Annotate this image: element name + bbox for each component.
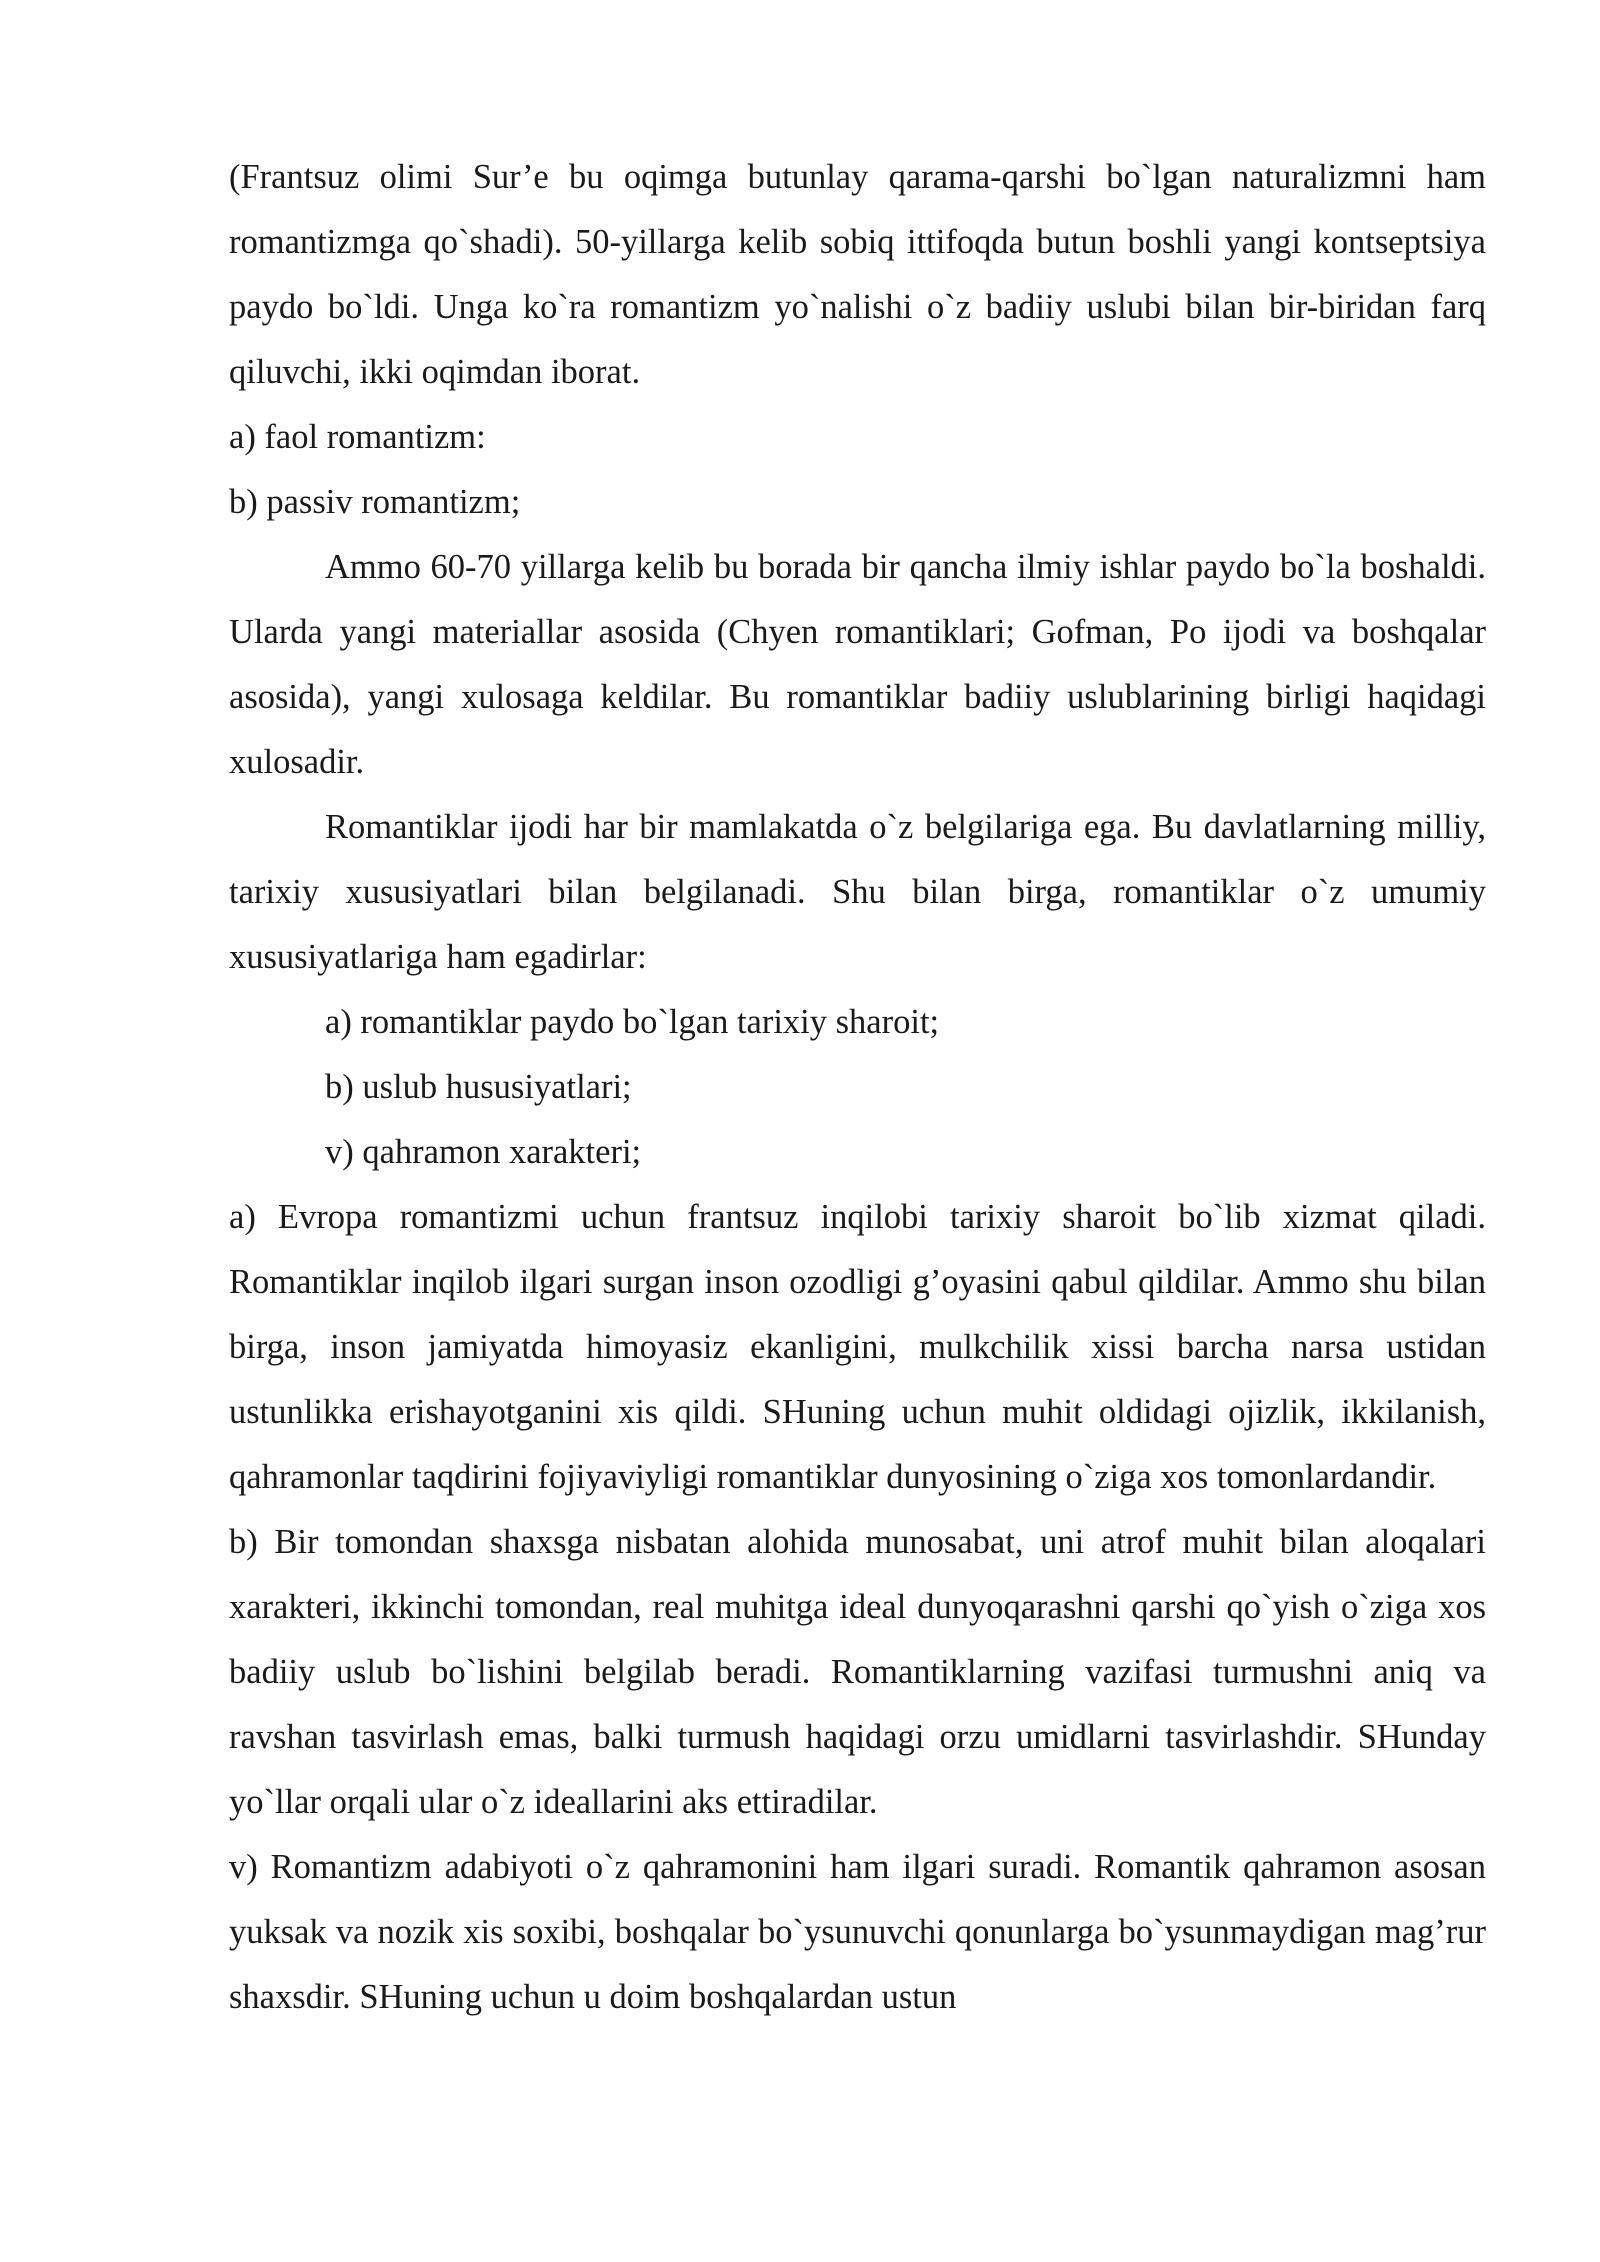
list-item-active-romanticism: a) faol romantizm: (229, 418, 486, 456)
list-item-hero-character: v) qahramon xarakteri; (325, 1133, 642, 1171)
paragraph-romantic-hero: v) Romantizm adabiyoti o`z qahramonini ham ilgari suradi. Romantik qahramon asosan yuksak va nozik xis soxibi, boshqalar bo`ysunuvchi qonunlarga bo`ysunmaydigan mag’rur shaxsdir. SHuning uchun u doim boshqalardan ustun (229, 1848, 1486, 2016)
list-item-passive-romanticism: b) passiv romantizm; (229, 483, 521, 521)
paragraph-intro: (Frantsuz olimi Sur’e bu oqimga butunlay qarama-qarshi bo`lgan naturalizmni ham romantizmga qo`shadi). 50-yillarga kelib sobiq ittifoqda butun boshli yangi kontseptsiya paydo bo`ldi. Unga ko`ra romantizm yo`nalishi o`z badiiy uslubi bilan bir-biridan farq qiluvchi, ikki oqimdan iborat. (229, 158, 1486, 391)
paragraph-national-features: Romantiklar ijodi har bir mamlakatda o`z belgilariga ega. Bu davlatlarning milliy, tarixiy xususiyatlari bilan belgilanadi. Shu bilan birga, romantiklar o`z umumiy xususiyatlariga ham egadirlar: (229, 808, 1486, 976)
list-item-style-features: b) uslub hususiyatlari; (325, 1068, 632, 1106)
paragraph-60-70-years: Ammo 60-70 yillarga kelib bu borada bir qancha ilmiy ishlar paydo bo`la boshaldi. Ularda yangi materiallar asosida (Chyen romantiklari; Gofman, Po ijodi va boshqalar asosida), yangi xulosaga keldilar. Bu romantiklar badiiy uslublarining birligi haqidagi xulosadir. (229, 548, 1486, 781)
list-item-historical-conditions: a) romantiklar paydo bo`lgan tarixiy sharoit; (325, 1003, 940, 1041)
body-text (229, 145, 1486, 2030)
paragraph-european-romanticism: a) Evropa romantizmi uchun frantsuz inqilobi tarixiy sharoit bo`lib xizmat qiladi. Romantiklar inqilob ilgari surgan inson ozodligi g’oyasini qabul qildilar. Ammo shu bilan birga, inson jamiyatda himoyasiz ekanligini, mulkchilik xissi barcha narsa ustidan ustunlikka erishayotganini xis qildi. SHuning uchun muhit oldidagi ojizlik, ikkilanish, qahramonlar taqdirini fojiyaviyligi romantiklar dunyosining o`ziga xos tomonlardandir. (229, 1198, 1486, 1496)
paragraph-personality-attitude: b) Bir tomondan shaxsga nisbatan alohida munosabat, uni atrof muhit bilan aloqalari xarakteri, ikkinchi tomondan, real muhitga ideal dunyoqarashni qarshi qo`yish o`ziga xos badiiy uslub bo`lishini belgilab beradi. Romantiklarning vazifasi turmushni aniq va ravshan tasvirlash emas, balki turmush haqidagi orzu umidlarni tasvirlashdir. SHunday yo`llar orqali ular o`z ideallarini aks ettiradilar. (229, 1523, 1486, 1821)
